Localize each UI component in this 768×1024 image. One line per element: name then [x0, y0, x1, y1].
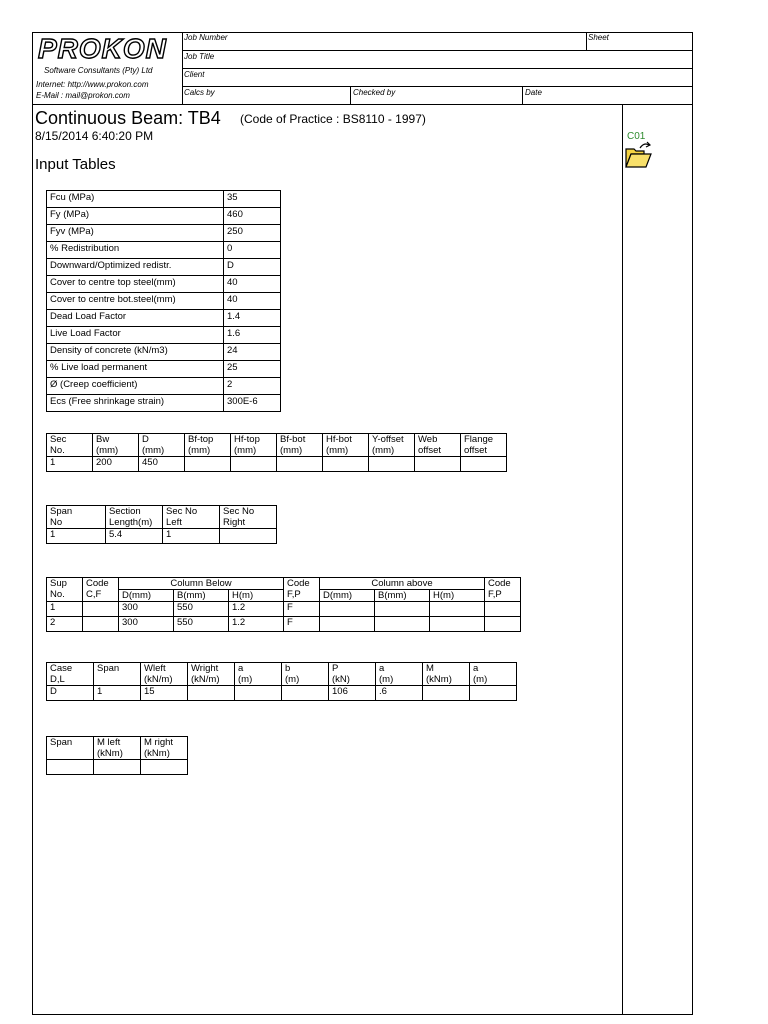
calcs-by-label: Calcs by: [184, 88, 215, 97]
header-line-1: Span: [50, 737, 73, 748]
header-line-1: Hf-top: [234, 434, 260, 445]
column-header: [323, 434, 369, 457]
param-value: 1.6: [224, 327, 281, 344]
header-line: [182, 50, 693, 51]
param-value: 25: [224, 361, 281, 378]
header-line-2: No: [50, 517, 63, 528]
table-cell: [231, 457, 277, 472]
header-line-1: Y-offset: [372, 434, 404, 445]
header-divider: [522, 86, 523, 104]
column-header: [141, 663, 188, 686]
header-divider: [350, 86, 351, 104]
column-header: [485, 578, 521, 602]
header-line-2: Right: [223, 517, 246, 528]
table-cell: [423, 686, 470, 701]
header-line-2: (mm): [188, 445, 211, 456]
table-row: [47, 602, 521, 617]
column-header: [141, 737, 188, 760]
header-line-2: F,P: [488, 589, 502, 600]
header-line-2: offset: [418, 445, 442, 456]
table-cell: [470, 686, 517, 701]
folder-open-icon[interactable]: [624, 141, 654, 169]
company-internet: Internet: http://www.prokon.com: [36, 80, 149, 89]
header-line-1: Code: [287, 578, 310, 589]
table-cell: [185, 457, 231, 472]
table-header-row: [47, 737, 188, 760]
table-cell: 1: [47, 457, 93, 472]
sub-column-header: D(mm): [119, 590, 174, 602]
column-header: [277, 434, 323, 457]
param-value: 1.4: [224, 310, 281, 327]
table-cell: 1.2: [229, 617, 284, 632]
header-line-2: (kN/m): [191, 674, 220, 685]
param-label: % Live load permanent: [47, 361, 224, 378]
column-header: [235, 663, 282, 686]
column-header: [461, 434, 507, 457]
table-row: [47, 344, 281, 361]
header-line-1: Flange: [464, 434, 494, 445]
header-line-2: No.: [50, 589, 65, 600]
table-row: [47, 457, 507, 472]
table-row: [47, 225, 281, 242]
table-cell: 1: [47, 529, 106, 544]
param-value: D: [224, 259, 281, 276]
header-line-1: Case: [50, 663, 73, 674]
header-line-2: Left: [166, 517, 182, 528]
header-line-1: Bf-top: [188, 434, 214, 445]
param-value: 24: [224, 344, 281, 361]
sub-column-header: H(m): [430, 590, 485, 602]
header-line-2: (mm): [372, 445, 395, 456]
param-label: Dead Load Factor: [47, 310, 224, 327]
header-line-1: Span: [97, 663, 120, 674]
param-value: 0: [224, 242, 281, 259]
header-line-1: Bf-bot: [280, 434, 306, 445]
header-line-2: (kNm): [97, 748, 123, 759]
table-cell: 300: [119, 617, 174, 632]
header-line-1: Span: [50, 506, 73, 517]
document-datetime: 8/15/2014 6:40:20 PM: [35, 129, 154, 143]
header-line-2: (mm): [234, 445, 257, 456]
header-line-2: D,L: [50, 674, 65, 685]
param-value: 300E-6: [224, 395, 281, 412]
table-cell: [430, 602, 485, 617]
header-line-1: Section: [109, 506, 141, 517]
column-header: [47, 737, 94, 760]
param-value: 35: [224, 191, 281, 208]
column-header: [47, 578, 83, 602]
checked-by-label: Checked by: [353, 88, 396, 97]
table-header-row: [47, 663, 517, 686]
header-line-1: Sec No: [223, 506, 255, 517]
table-cell: 1.2: [229, 602, 284, 617]
table-cell: D: [47, 686, 94, 701]
header-line-1: Sec No: [166, 506, 198, 517]
sheet-label: Sheet: [588, 33, 609, 42]
table-cell: 450: [139, 457, 185, 472]
column-header: [188, 663, 235, 686]
header-line-2: offset: [464, 445, 488, 456]
header-line-1: P: [332, 663, 339, 674]
table-cell: 550: [174, 617, 229, 632]
param-label: Ø (Creep coefficient): [47, 378, 224, 395]
table-cell: [375, 617, 430, 632]
table-cell: [282, 686, 329, 701]
column-header: [106, 506, 163, 529]
table-row: [47, 191, 281, 208]
header-line-2: (m): [379, 674, 394, 685]
header-line-2: (m): [285, 674, 300, 685]
table-row: [47, 293, 281, 310]
table-cell: [415, 457, 461, 472]
header-line-1: a: [238, 663, 244, 674]
header-line-2: (kNm): [426, 674, 452, 685]
code-of-practice: (Code of Practice : BS8110 - 1997): [240, 112, 426, 126]
table-cell: [83, 617, 119, 632]
param-value: 250: [224, 225, 281, 242]
table-row: [47, 686, 517, 701]
sub-column-header: B(mm): [375, 590, 430, 602]
table-row: [47, 395, 281, 412]
prokon-logo: [34, 32, 184, 76]
table-cell: [485, 617, 521, 632]
column-header: [163, 506, 220, 529]
header-line-1: a: [379, 663, 385, 674]
side-label: C01: [627, 131, 646, 142]
sub-column-header: D(mm): [320, 590, 375, 602]
sub-column-header: B(mm): [174, 590, 229, 602]
header-line-2: (mm): [142, 445, 165, 456]
param-label: Fyv (MPa): [47, 225, 224, 242]
table-cell: [188, 686, 235, 701]
table-cell: [430, 617, 485, 632]
table-cell: F: [284, 617, 320, 632]
column-header: [415, 434, 461, 457]
header-line-1: Web: [418, 434, 438, 445]
param-label: Cover to centre top steel(mm): [47, 276, 224, 293]
header-line-1: M: [426, 663, 434, 674]
table-cell: 15: [141, 686, 188, 701]
column-group-header: Column above: [320, 578, 485, 590]
param-label: Cover to centre bot.steel(mm): [47, 293, 224, 310]
section-heading: Input Tables: [35, 156, 116, 173]
table-cell: [235, 686, 282, 701]
column-header: [423, 663, 470, 686]
param-label: Downward/Optimized redistr.: [47, 259, 224, 276]
moments-table: [46, 736, 188, 775]
column-header: [94, 737, 141, 760]
company-name: Software Consultants (Pty) Ltd: [44, 66, 153, 75]
param-value: 40: [224, 276, 281, 293]
header-line-2: No.: [50, 445, 65, 456]
span-table: [46, 505, 277, 544]
param-label: Ecs (Free shrinkage strain): [47, 395, 224, 412]
header-line-1: Sec: [50, 434, 67, 445]
param-value: 40: [224, 293, 281, 310]
header-line-2: Length(m): [109, 517, 153, 528]
table-row: [47, 310, 281, 327]
table-header-row: [47, 578, 521, 590]
table-cell: .6: [376, 686, 423, 701]
column-header: [282, 663, 329, 686]
header-line-2: C,F: [86, 589, 102, 600]
column-header: [220, 506, 277, 529]
param-label: Density of concrete (kN/m3): [47, 344, 224, 361]
table-row: [47, 259, 281, 276]
column-header: [83, 578, 119, 602]
header-line-2: (kN/m): [144, 674, 173, 685]
column-header: [284, 578, 320, 602]
header-line-2: (mm): [96, 445, 119, 456]
header-line-1: b: [285, 663, 291, 674]
table-cell: 106: [329, 686, 376, 701]
column-header: [47, 663, 94, 686]
job-number-label: Job Number: [184, 33, 228, 42]
table-cell: [220, 529, 277, 544]
table-cell: [320, 602, 375, 617]
table-cell: [369, 457, 415, 472]
header-line-2: (mm): [280, 445, 303, 456]
header-line-1: Bw: [96, 434, 110, 445]
column-header: [185, 434, 231, 457]
client-label: Client: [184, 70, 205, 79]
column-header: [139, 434, 185, 457]
section-properties-table: [46, 433, 507, 472]
table-cell: 300: [119, 602, 174, 617]
header-line-1: Hf-bot: [326, 434, 352, 445]
table-row: [47, 378, 281, 395]
table-cell: 2: [47, 617, 83, 632]
column-header: [94, 663, 141, 686]
table-row: [47, 327, 281, 344]
header-line-1: M right: [144, 737, 174, 748]
table-header-row: [47, 434, 507, 457]
table-row: [47, 760, 188, 775]
header-line-2: (mm): [326, 445, 349, 456]
header-line-2: (m): [238, 674, 253, 685]
table-cell: [94, 760, 141, 775]
param-label: Fcu (MPa): [47, 191, 224, 208]
header-line-1: Wright: [191, 663, 219, 674]
column-header: [93, 434, 139, 457]
supports-table: [46, 577, 521, 632]
header-line: [32, 104, 693, 105]
logo-wordmark: PROKON: [38, 33, 167, 64]
table-header-row: [47, 506, 277, 529]
table-row: [47, 242, 281, 259]
column-group-header: Column Below: [119, 578, 284, 590]
column-header: [329, 663, 376, 686]
table-cell: [47, 760, 94, 775]
table-row: [47, 208, 281, 225]
company-email: E-Mail : mail@prokon.com: [36, 91, 130, 100]
table-row: [47, 617, 521, 632]
column-header: [231, 434, 277, 457]
param-value: 460: [224, 208, 281, 225]
table-row: [47, 529, 277, 544]
header-line-2: (m): [473, 674, 488, 685]
param-label: Fy (MPa): [47, 208, 224, 225]
table-cell: 200: [93, 457, 139, 472]
header-line-1: a: [473, 663, 479, 674]
table-cell: 1: [94, 686, 141, 701]
table-cell: F: [284, 602, 320, 617]
column-header: [470, 663, 517, 686]
header-line-1: Wleft: [144, 663, 166, 674]
header-line-1: Code: [86, 578, 109, 589]
table-cell: 1: [47, 602, 83, 617]
header-line-1: M left: [97, 737, 121, 748]
column-header: [369, 434, 415, 457]
table-cell: [141, 760, 188, 775]
header-line-1: Code: [488, 578, 511, 589]
header-line-1: Sup: [50, 578, 67, 589]
header-divider: [586, 32, 587, 50]
table-cell: [320, 617, 375, 632]
table-cell: [375, 602, 430, 617]
header-line-2: (kNm): [144, 748, 170, 759]
margin-divider: [622, 104, 623, 1015]
header-line-2: (kN): [332, 674, 350, 685]
table-cell: [485, 602, 521, 617]
loads-table: [46, 662, 517, 701]
document-title: Continuous Beam: TB4: [35, 108, 221, 128]
table-cell: 5.4: [106, 529, 163, 544]
sub-column-header: H(m): [229, 590, 284, 602]
table-cell: [323, 457, 369, 472]
parameters-table: [46, 190, 281, 412]
column-header: [47, 506, 106, 529]
date-label: Date: [525, 88, 542, 97]
table-cell: 550: [174, 602, 229, 617]
header-line: [182, 68, 693, 69]
table-row: [47, 276, 281, 293]
header-line-1: D: [142, 434, 149, 445]
table-row: [47, 361, 281, 378]
param-label: % Redistribution: [47, 242, 224, 259]
table-cell: [83, 602, 119, 617]
header-line-2: F,P: [287, 589, 301, 600]
table-cell: [277, 457, 323, 472]
column-header: [47, 434, 93, 457]
job-title-label: Job Title: [184, 52, 215, 61]
param-value: 2: [224, 378, 281, 395]
column-header: [376, 663, 423, 686]
header-line: [182, 86, 693, 87]
param-label: Live Load Factor: [47, 327, 224, 344]
table-cell: [461, 457, 507, 472]
table-cell: 1: [163, 529, 220, 544]
